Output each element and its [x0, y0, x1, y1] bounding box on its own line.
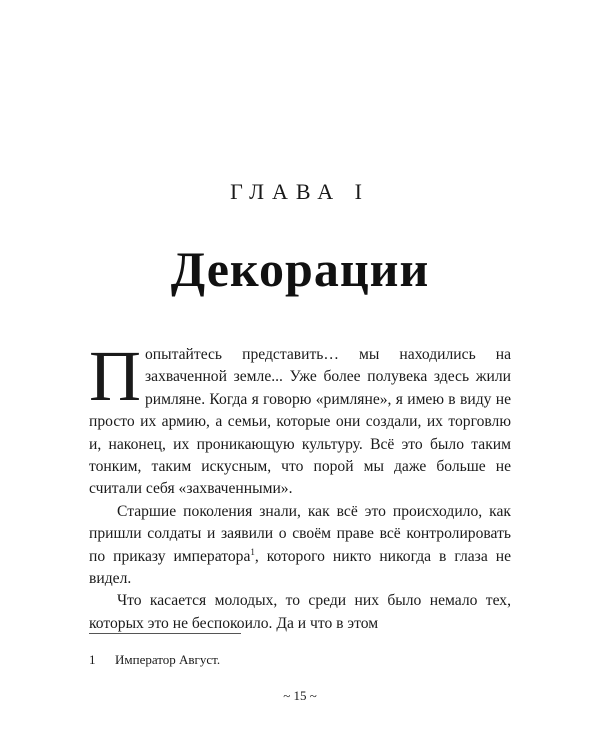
footnote-number: 1	[89, 652, 96, 667]
chapter-title: Декорации	[170, 241, 430, 297]
paragraph-1-text: опытайтесь представить… мы находились на захваченной земле... Уже более полувека здесь жили римляне. Когда я говорю «римляне», я имею в виду не просто их армию, а семьи, которые они создали, их торговлю и, наконец, их проникающую культуру. Всё это было таким тонким, таким искусным, что порой мы даже больше не считали себя «захваченными».	[89, 346, 511, 498]
page-number: ~ 15 ~	[283, 688, 317, 703]
paragraph-3	[89, 590, 511, 635]
paragraph-1	[89, 336, 511, 501]
paragraph-2-text-start: Старшие поколения знали, как всё это происходило, как пришли солдаты и заявили о своём праве всё контролировать по приказу императора	[89, 502, 511, 565]
paragraph-3-text: Что касается молодых, то среди них было немало тех, которых это не беспокоило. Да и что в этом	[89, 592, 511, 632]
footnote	[89, 652, 221, 668]
paragraph-2-text-end: , которого никто никогда в глаза не видел.	[89, 547, 511, 588]
footnote-text: Император Август.	[115, 652, 221, 667]
footnote-reference[interactable]: 1	[250, 546, 255, 557]
footnote-divider	[89, 633, 241, 634]
chapter-body	[89, 336, 511, 635]
drop-cap: П	[89, 336, 141, 416]
paragraph-2	[89, 501, 511, 591]
chapter-label: ГЛАВА I	[230, 179, 370, 204]
